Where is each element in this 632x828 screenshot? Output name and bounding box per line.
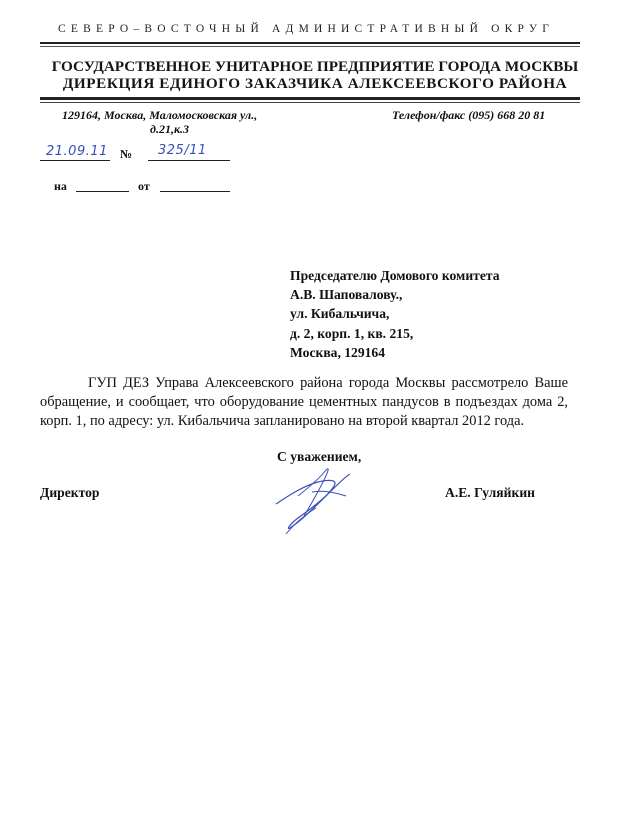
header-rule-top-thin: [40, 46, 580, 47]
reply-to-label: на: [54, 179, 67, 193]
recipient-line: д. 2, корп. 1, кв. 215,: [290, 325, 414, 341]
org-name-line2: ДИРЕКЦИЯ ЕДИНОГО ЗАКАЗЧИКА АЛЕКСЕЕВСКОГО РАЙОНА: [62, 75, 568, 92]
signer-name: А.Е. Гуляйкин: [445, 485, 535, 500]
handwritten-number: 325/11: [158, 143, 207, 158]
org-name-line1: ГОСУДАРСТВЕННОЕ УНИТАРНОЕ ПРЕДПРИЯТИЕ ГОРОДА МОСКВЫ: [51, 58, 579, 75]
header-rule-bottom: [40, 97, 580, 100]
from-underline: [160, 191, 230, 192]
header-rule-top: [40, 42, 580, 44]
org-address-line2: д.21,к.3: [150, 122, 190, 136]
recipient-line: А.В. Шаповалову.,: [290, 287, 403, 303]
number-label: №: [120, 147, 133, 161]
signer-position: Директор: [40, 485, 100, 500]
from-label: от: [138, 179, 150, 193]
recipient-line: Председателю Домового комитета: [290, 268, 500, 283]
number-underline: [148, 160, 230, 161]
reply-to-underline: [76, 191, 129, 192]
letter-body: ГУП ДЕЗ Управа Алексеевского района города Москвы рассмотрело Ваше обращение, и сообщает, что оборудование цементных пандусов в подъездах дома 2, корп. 1, по адресу: ул. Кибальчича запланировано на второй квартал 2012 года.: [40, 375, 568, 429]
recipient-line: Москва, 129164: [290, 344, 386, 360]
org-phone: Телефон/факс (095) 668 20 81: [392, 108, 546, 122]
recipient-line: ул. Кибальчича,: [290, 306, 390, 322]
recipient-block: [290, 266, 500, 362]
closing-regards: С уважением,: [277, 449, 362, 464]
header-rule-bottom-thin: [40, 102, 580, 103]
handwritten-signature: [268, 456, 368, 536]
handwritten-date: 21.09.11: [46, 144, 108, 159]
org-address-line1: 129164, Москва, Маломосковская ул.,: [62, 108, 258, 122]
date-underline: [40, 160, 110, 161]
district-header: СЕВЕРО–ВОСТОЧНЫЙ АДМИНИСТРАТИВНЫЙ ОКРУГ: [58, 23, 555, 35]
